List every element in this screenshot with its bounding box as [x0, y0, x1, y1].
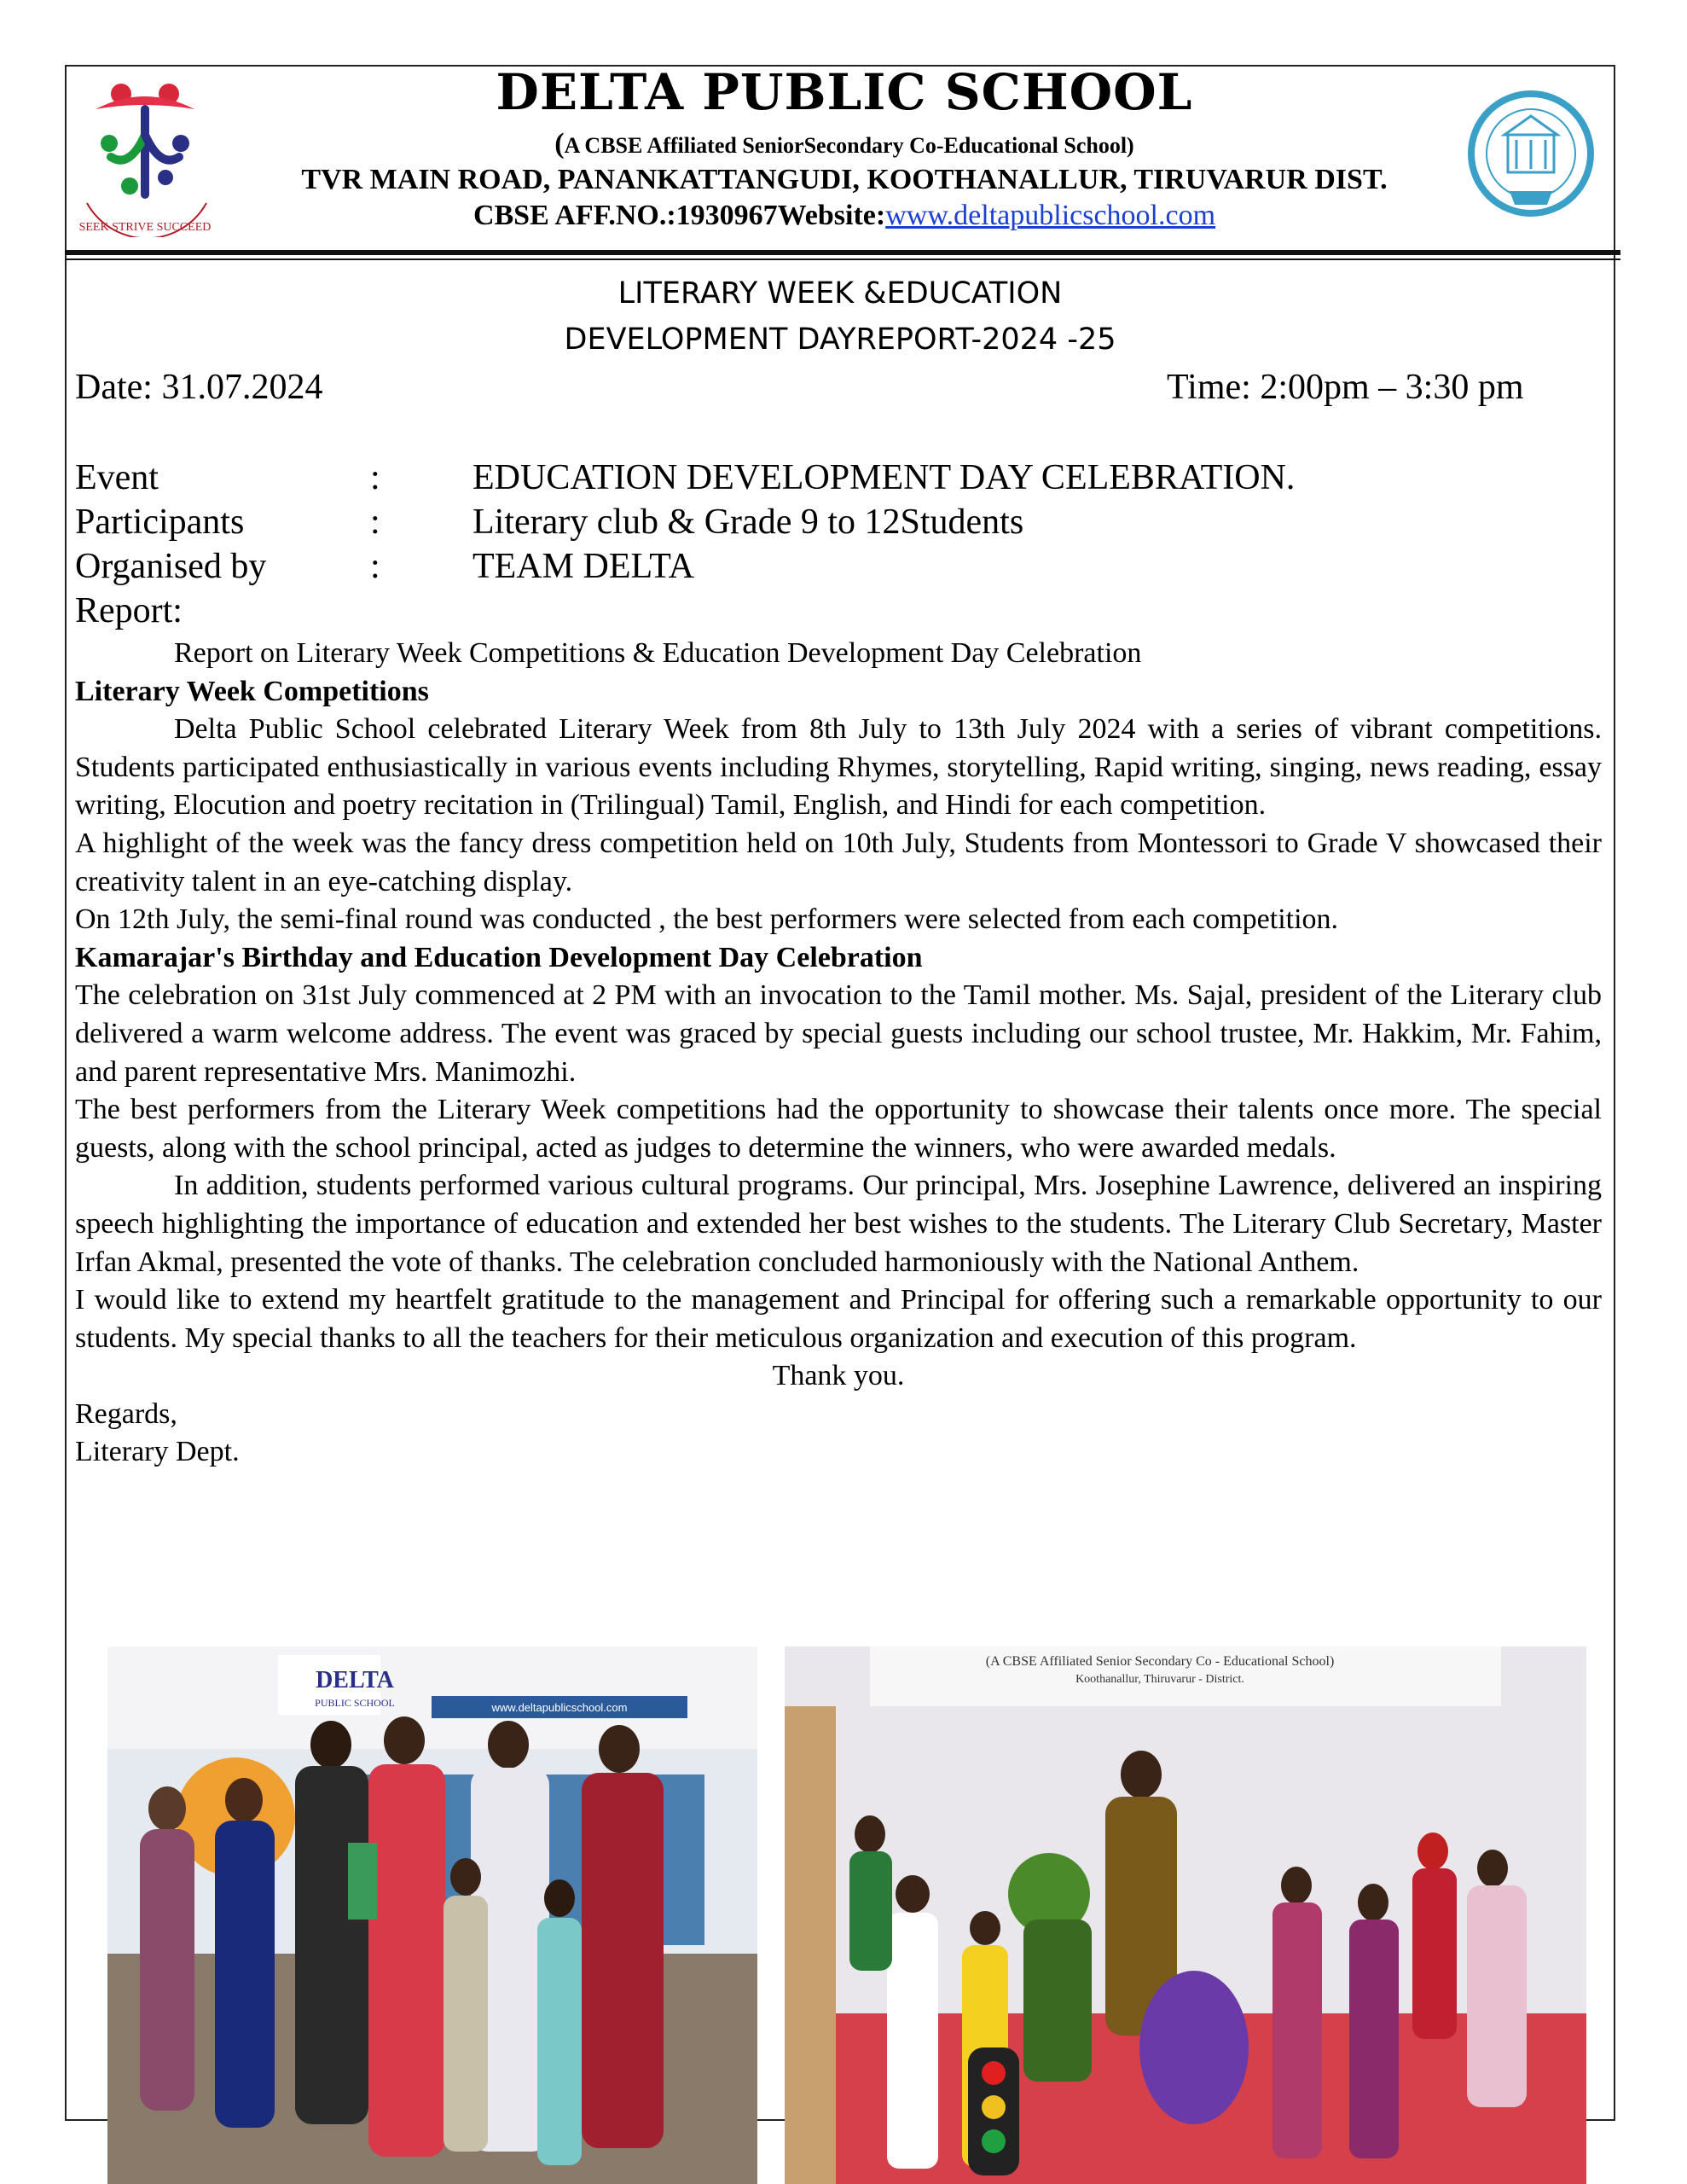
thank-you: Thank you.	[772, 1360, 905, 1392]
organised-colon: :	[370, 547, 380, 586]
participants-value: Literary club & Grade 9 to 12Students	[472, 502, 1024, 542]
banner-site: www.deltapublicschool.com	[491, 1701, 628, 1714]
photo-guests-with-students	[107, 1647, 757, 2184]
cbse-logo	[1464, 75, 1598, 237]
event-label: Event	[75, 458, 159, 497]
report-date: Date: 31.07.2024	[75, 368, 323, 407]
report-title-line-1: LITERARY WEEK &EDUCATION	[617, 276, 1063, 311]
organised-value: TEAM DELTA	[472, 547, 694, 586]
website-link[interactable]: www.deltapublicschool.com	[885, 200, 1216, 231]
section-heading-kamarajar: Kamarajar's Birthday and Education Development Day Celebration	[75, 941, 923, 973]
paragraph: In addition, students performed various cultural programs. Our principal, Mrs. Josephine Lawrence, delivered an inspiring speech highlighting the importance of education and extended her best wishes to the students. The Literary Club Secretary, Master Irfan Akmal, presented the vote of thanks. The celebration concluded harmoniously with the National Anthem.	[75, 1170, 1602, 1278]
report-time: Time: 2:00pm – 3:30 pm	[1167, 368, 1524, 407]
affiliation-text: A CBSE Affiliated SeniorSecondary Co-Educational School)	[564, 133, 1134, 158]
school-name: DELTA PUBLIC SCHOOL	[496, 63, 1193, 121]
school-affiliation	[256, 128, 1433, 160]
event-value: EDUCATION DEVELOPMENT DAY CELEBRATION.	[472, 458, 1296, 497]
banner-text: (A CBSE Affiliated Senior Secondary Co - Educational School)	[985, 1654, 1335, 1669]
report-subtitle: Report on Literary Week Competitions & Education Development Day Celebration	[174, 637, 1142, 669]
participants-colon: :	[370, 502, 380, 542]
paragraph: The best performers from the Literary Week competitions had the opportunity to showcase their talents once more. The special guests, along with the school principal, acted as judges to determine the winners, who were awarded medals.	[75, 1094, 1602, 1164]
event-colon: :	[370, 458, 380, 497]
paragraph: I would like to extend my heartfelt gratitude to the management and Principal for offering such a remarkable opportunity to our students. My special thanks to all the teachers for their meticulous organization and execution of this program.	[75, 1284, 1602, 1354]
organised-label: Organised by	[75, 547, 267, 586]
affiliation-paren: (	[554, 128, 565, 160]
school-affiliation-number	[256, 200, 1433, 232]
school-logo	[70, 75, 220, 237]
paragraph: The celebration on 31st July commenced at 2 PM with an invocation to the Tamil mother. Ms. Sajal, president of the Literary club delivered a warm welcome address. The event was graced by special guests including our school trustee, Mr. Hakkim, Mr. Fahim, and parent representative Mrs. Manimozhi.	[75, 979, 1602, 1088]
section-heading-literary-week: Literary Week Competitions	[75, 675, 429, 707]
school-address: TVR MAIN ROAD, PANANKATTANGUDI, KOOTHANALLUR, TIRUVARUR DIST.	[301, 164, 1388, 195]
participants-label: Participants	[75, 502, 245, 542]
signoff: Literary Dept.	[75, 1436, 240, 1468]
paragraph: A highlight of the week was the fancy dress competition held on 10th July, Students from Montessori to Grade V showcased their creativity talent in an eye-catching display.	[75, 827, 1602, 897]
header-divider	[65, 250, 1620, 255]
report-body	[75, 635, 1602, 1472]
banner-sub: Koothanallur, Thiruvarur - District.	[1075, 1673, 1244, 1686]
paragraph: Delta Public School celebrated Literary Week from 8th July to 13th July 2024 with a series of vibrant competitions. Students participated enthusiastically in various events including Rhymes, storytelling, Rapid writing, singing, news reading, essay writing, Elocution and poetry recitation in (Trilingual) Tamil, English, and Hindi for each competition.	[75, 713, 1602, 822]
regards: Regards,	[75, 1397, 177, 1430]
report-label: Report:	[75, 591, 183, 630]
banner-text: DELTA	[316, 1667, 394, 1693]
logo-motto: SEEK STRIVE SUCCEED	[78, 221, 212, 234]
banner-sub: PUBLIC SCHOOL	[315, 1697, 395, 1709]
paragraph: On 12th July, the semi-final round was conducted , the best performers were selected from each competition.	[75, 903, 1339, 936]
aff-number-label: CBSE AFF.NO.:1930967Website:	[472, 200, 886, 231]
photo-fancy-dress-competition	[785, 1647, 1586, 2184]
report-title-line-2: DEVELOPMENT DAYREPORT-2024 -25	[564, 322, 1116, 357]
header-divider-thin	[65, 258, 1620, 260]
